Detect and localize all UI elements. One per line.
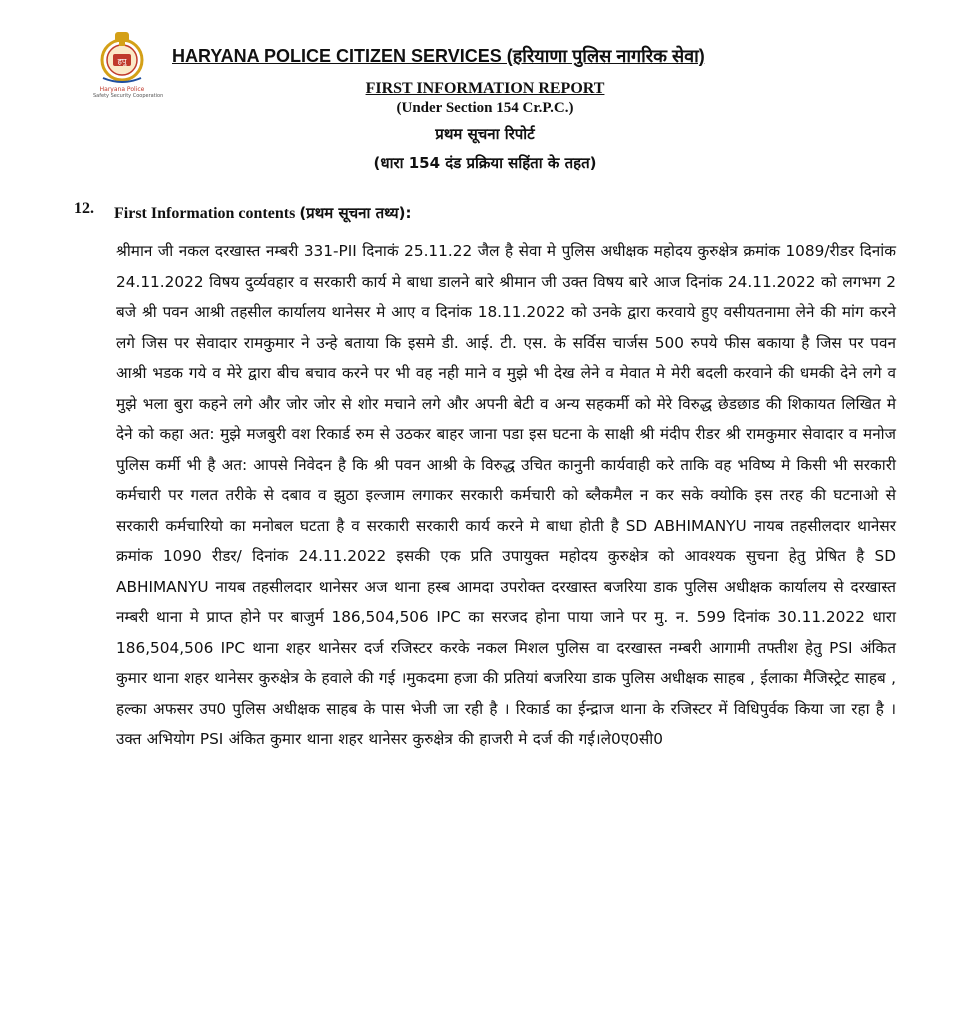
logo-caption: Haryana Police [99, 86, 145, 93]
logo-motto: Safety Security Cooperation [93, 93, 164, 99]
section-title-hi: (प्रथम सूचना तथ्य): [299, 204, 412, 222]
report-section-hi: (धारा 154 दंड प्रक्रिया सहिंता के तहत) [373, 154, 597, 172]
first-information-content: श्रीमान जी नकल दरखास्त नम्बरी 331-PII दिनाकं 25.11.22 जैल है सेवा मे पुलिस अधीक्षक महोदय कुरुक्षेत्र क्रमांक 1089/रीडर दिनांक 24.11.2022 विषय दुर्व्यवहार व सरकारी कार्य मे बाधा डालने बारे श्रीमान जी उक्त विषय बारे आज दिनांक 24.11.2022 को लगभग 2 बजे श्री पवन आश्री तहसील कार्यालय थानेसर मे आए व दिनांक 18.11.2022 को उनके द्वारा करवाये हुए वसीयतनामा लेने की मांग करने लगे जिस पर सेवादार रामकुमार ने उन्हे बताया कि इसमे डी. आई. टी. एस. के सर्विस चार्जस 500 रुपये फीस बकाया है जिस पर पवन आश्री भडक गये व मेरे द्वारा बीच बचाव करने पर भी वह नही माने व मुझे भी देख लेने व मेवात मे मेरी बदली करवाने की धमकी देने लगे व मुझे भला बुरा कहने लगे और जोर जोर से शोर मचाने लगे और अपनी बेटी व अन्य सहकर्मी को मेरे विरुद्ध छेडछाड की शिकायत लिखित मे देने को कहा अत: मुझे मजबुरी वश रिकार्ड रुम से उठकर बाहर जाना पडा इस घटना के साक्षी श्री मंदीप रीडर श्री रामकुमार सेवादार व मनोज पुलिस कर्मी भी है अत: आपसे निवेदन है कि श्री पवन आश्री के विरुद्ध उचित कानुनी कार्यवाही करे ताकि वह भविष्य मे किसी भी सरकारी कर्मचारी पर गलत तरीके से दबाव व झुठा इल्जाम लगाकर सरकारी कर्मचारी को ब्लैकमैल न कर सके क्योकि इस तरह की घटनाओ से सरकारी कर्मचारियो का मनोबल घटता है व सरकारी सरकारी कार्य करने मे बाधा होती है SD ABHIMANYU नायब तहसीलदार थानेसर क्रमांक 1090 रीडर/ दिनांक 24.11.2022 इसकी एक प्रति उपायुक्त महोदय कुरुक्षेत्र को आवश्यक सुचना हेतु प्रेषित है SD ABHIMANYU नायब तहसीलदार थानेसर अज थाना हस्ब आमदा उपरोक्त दरखास्त बजरिया डाक पुलिस अधीक्षक कार्यालय से दरखास्त नम्बरी थाना मे प्राप्त होने पर बाजुर्म 186,504,506 IPC का सरजद होना पाया जाने पर मु. न. 599 दिनांक 30.11.2022 धारा 186,504,506 IPC थाना शहर थानेसर दर्ज रजिस्टर करके नकल मिशल पुलिस वा दरखास्त नम्बरी आगामी तफ्तीश हेतु PSI अंकित कुमार थाना शहर थानेसर कुरुक्षेत्र के हवाले की गई ।मुकदमा हजा की प्रतियां बजरिया डाक पुलिस अधीक्षक साहब , ईलाका मैजिस्ट्रेट साहब , हल्का अफसर उप0 पुलिस अधीक्षक साहब के पास भेजी जा रही है । रिकार्ड का ईन्द्राज थाना के रजिस्टर में विधिपुर्वक किया जा रहा है । उक्त अभियोग PSI अंकित कुमार थाना शहर थानेसर कुरुक्षेत्र की हाजरी मे दर्ज की गई।ले0ए0सी0 [116, 242, 896, 748]
report-section-en: (Under Section 154 Cr.P.C.) [396, 100, 574, 116]
police-emblem-icon [93, 28, 151, 86]
service-title: HARYANA POLICE CITIZEN SERVICES (हरियाणा पुलिस नागरिक सेवा) [172, 46, 705, 66]
svg-text:हपु: हपु [117, 57, 127, 66]
report-title-en: FIRST INFORMATION REPORT [365, 80, 605, 97]
section-number: 12. [74, 200, 94, 217]
section-title [114, 203, 411, 223]
section-title-en: First Information contents [114, 205, 296, 222]
report-title-hi: प्रथम सूचना रिपोर्ट [435, 125, 535, 143]
